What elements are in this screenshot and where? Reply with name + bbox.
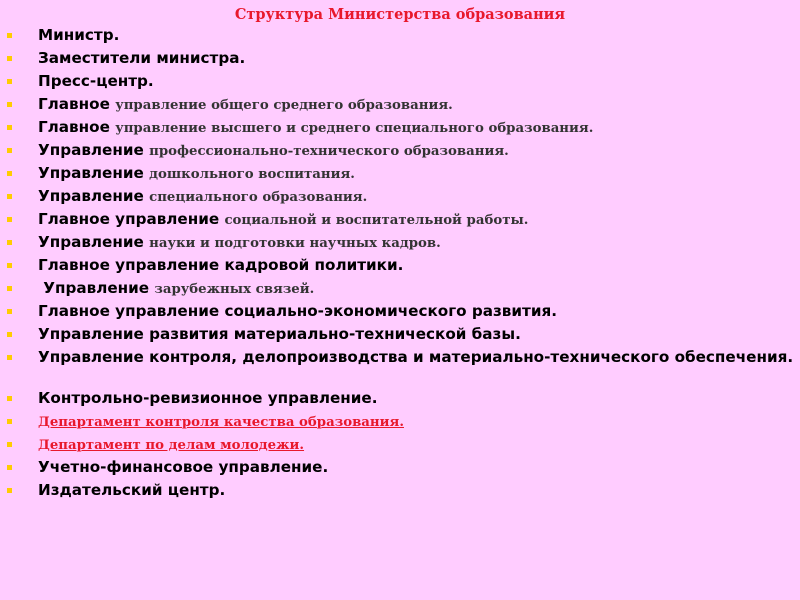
square-bullet-icon xyxy=(7,419,12,424)
item-bold-text: Издательский центр. xyxy=(38,481,226,499)
item-serif-text: управление общего среднего образования. xyxy=(115,98,453,113)
item-bold-text: Управление xyxy=(38,187,150,205)
item-serif-text: зарубежных связей. xyxy=(154,282,315,297)
item-bold-text: Пресс-центр. xyxy=(38,72,154,90)
square-bullet-icon xyxy=(7,332,12,337)
item-bold-text: Управление xyxy=(38,141,150,159)
list-item xyxy=(4,141,798,164)
item-bold-text: Управление контроля, делопроизводства и материально-технического обеспечения. xyxy=(38,348,794,366)
list-item xyxy=(4,210,798,233)
item-bold-text: Контрольно-ревизионное управление. xyxy=(38,389,378,407)
item-bold-text: Управление xyxy=(38,164,150,182)
item-serif-text: профессионально-технического образования. xyxy=(149,144,509,159)
square-bullet-icon xyxy=(7,56,12,61)
item-serif-text: управление высшего и среднего специального образования. xyxy=(115,121,594,136)
item-bold-text: Главное xyxy=(38,95,116,113)
list-item xyxy=(4,95,798,118)
item-bold-text: Главное управление социально-экономического развития. xyxy=(38,302,558,320)
item-serif-text: дошкольного воспитания. xyxy=(149,167,355,182)
item-bold-text: Управление развития материально-технической базы. xyxy=(38,325,521,343)
square-bullet-icon xyxy=(7,286,12,291)
item-bold-text: Главное xyxy=(38,118,116,136)
page-title: Структура Министерства образования xyxy=(234,6,566,23)
item-bold-text: Учетно-финансовое управление. xyxy=(38,458,329,476)
square-bullet-icon xyxy=(7,171,12,176)
list-item xyxy=(4,412,798,435)
list-item xyxy=(4,348,798,389)
list-item xyxy=(4,187,798,210)
list-item xyxy=(4,458,798,481)
square-bullet-icon xyxy=(7,442,12,447)
department-link[interactable]: Департамент по делам молодежи. xyxy=(38,438,305,453)
square-bullet-icon xyxy=(7,240,12,245)
list-item xyxy=(4,389,798,412)
square-bullet-icon xyxy=(7,79,12,84)
list-item xyxy=(4,118,798,141)
square-bullet-icon xyxy=(7,396,12,401)
square-bullet-icon xyxy=(7,309,12,314)
square-bullet-icon xyxy=(7,148,12,153)
square-bullet-icon xyxy=(7,102,12,107)
item-bold-text: Министр. xyxy=(38,26,120,44)
list-item xyxy=(4,325,798,348)
list-item xyxy=(4,164,798,187)
list-item xyxy=(4,26,798,49)
item-serif-text: социальной и воспитательной работы. xyxy=(224,213,529,228)
item-bold-text: Главное управление кадровой политики. xyxy=(38,256,404,274)
square-bullet-icon xyxy=(7,33,12,38)
square-bullet-icon xyxy=(7,217,12,222)
list-item xyxy=(4,72,798,95)
list-item xyxy=(4,435,798,458)
square-bullet-icon xyxy=(7,488,12,493)
square-bullet-icon xyxy=(7,465,12,470)
square-bullet-icon xyxy=(7,125,12,130)
square-bullet-icon xyxy=(7,263,12,268)
item-serif-text: науки и подготовки научных кадров. xyxy=(149,236,441,251)
list-item xyxy=(4,481,798,504)
item-bold-text: Заместители министра. xyxy=(38,49,246,67)
list-item xyxy=(4,256,798,279)
item-bold-text: Управление xyxy=(38,233,150,251)
item-bold-text: Главное управление xyxy=(38,210,225,228)
item-serif-text: специального образования. xyxy=(149,190,368,205)
item-bold-text: Управление xyxy=(38,279,155,297)
square-bullet-icon xyxy=(7,355,12,360)
square-bullet-icon xyxy=(7,194,12,199)
list-item xyxy=(4,49,798,72)
list-item xyxy=(4,279,798,302)
department-link[interactable]: Департамент контроля качества образования. xyxy=(38,415,404,430)
list-item xyxy=(4,233,798,256)
ministry-structure-list xyxy=(4,26,798,504)
list-item xyxy=(4,302,798,325)
